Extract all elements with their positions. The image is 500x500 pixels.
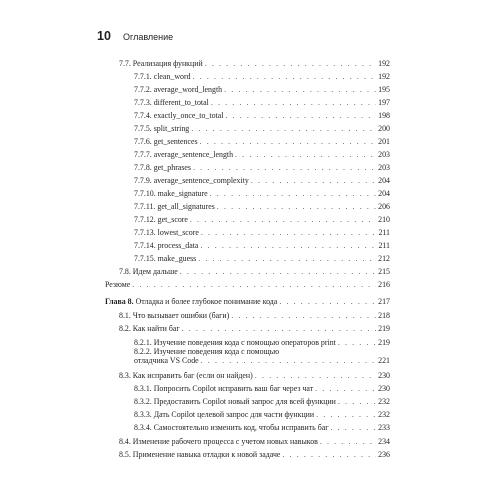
toc-entry [134, 137, 390, 146]
toc-page-number: 204 [378, 176, 390, 185]
toc-entry-title: 8.5. Применение навыка отладки к новой задаче [119, 450, 281, 459]
toc-entry [134, 150, 390, 159]
toc-entry [105, 297, 390, 306]
toc-entry [134, 338, 390, 347]
dot-leader [132, 280, 376, 289]
dot-leader [338, 397, 376, 406]
toc-page-number: 211 [378, 228, 390, 237]
toc-entry-title: 7.7.5. split_string [134, 124, 190, 133]
dot-leader [217, 202, 376, 211]
running-title: Оглавление [123, 32, 174, 42]
dot-leader [279, 297, 376, 306]
toc-entry-title: 8.3.4. Самостоятельно изменить код, чтобы исправить баг [134, 423, 329, 432]
toc-page-number: 215 [378, 267, 390, 276]
page-number: 10 [97, 29, 111, 43]
dot-leader [211, 98, 376, 107]
toc-page-number: 201 [378, 137, 390, 146]
toc-entry [134, 397, 390, 406]
toc-page-number: 230 [378, 371, 390, 380]
toc-entry-title: 7.7.9. average_sentence_complexity [134, 176, 249, 185]
toc-entry-title: 7.7.13. lowest_score [134, 228, 199, 237]
dot-leader [255, 371, 376, 380]
dot-leader [193, 72, 377, 81]
dot-leader [198, 254, 376, 263]
dot-leader [225, 111, 376, 120]
toc-entry-title: 8.4. Изменение рабочего процесса с учетом новых навыков [119, 437, 318, 446]
dot-leader [200, 137, 377, 146]
toc-entry [119, 437, 390, 446]
toc-page-number: 217 [378, 297, 390, 306]
toc-entry [134, 202, 390, 211]
dot-leader [235, 150, 376, 159]
toc-entry [134, 189, 390, 198]
toc-page-number: 198 [378, 111, 390, 120]
toc-entry-title: Резюме [105, 280, 131, 289]
toc-entry-title: 7.7.12. get_score [134, 215, 188, 224]
toc-entry [119, 324, 390, 333]
toc-entry-title: 7.7.6. get_sentences [134, 137, 198, 146]
toc-page-number: 206 [378, 202, 390, 211]
toc-entry [134, 254, 390, 263]
toc-entry-title: 8.2.1. Изучение поведения кода с помощью операторов print [134, 338, 336, 347]
toc-page-number: 192 [378, 72, 390, 81]
dot-leader [180, 267, 376, 276]
chapter-label: Глава 8. [105, 297, 134, 306]
toc-entry-title: 7.7.2. average_word_length [134, 85, 223, 94]
toc-entry [134, 410, 390, 419]
toc-page-number: 212 [378, 254, 390, 263]
toc-page-number: 219 [378, 338, 390, 347]
toc-entry-title: 7.7.8. get_phrases [134, 163, 191, 172]
toc-page-number: 236 [378, 450, 390, 459]
toc-entry [134, 347, 390, 365]
dot-leader [190, 215, 376, 224]
toc-entry-title: 7.7. Реализация функций [119, 59, 203, 68]
toc-entry [134, 85, 390, 94]
toc-page-number: 233 [378, 423, 390, 432]
toc-entry [134, 241, 390, 250]
toc-page-number: 216 [378, 280, 390, 289]
toc-entry [134, 111, 390, 120]
toc-page-number: 219 [378, 324, 390, 333]
toc-entry [134, 163, 390, 172]
toc-entry [105, 280, 390, 289]
toc-page-number: 203 [378, 150, 390, 159]
dot-leader [182, 324, 377, 333]
dot-leader [282, 450, 376, 459]
toc-entry-title: 7.7.7. average_sentence_length [134, 150, 234, 159]
toc-entry [119, 267, 390, 276]
toc-entry-title: отладчика VS Code [134, 356, 199, 365]
toc-entry [134, 124, 390, 133]
toc-entry [134, 176, 390, 185]
toc-entry [119, 59, 390, 68]
toc-entry-title: 8.2. Как найти баг [119, 324, 180, 333]
toc-entry-title: 7.7.14. process_data [134, 241, 199, 250]
dot-leader [193, 163, 376, 172]
toc-page-number: 200 [378, 124, 390, 133]
toc-page-number: 221 [378, 356, 390, 365]
toc-entry-title: 7.7.11. get_all_signatures [134, 202, 215, 211]
toc-page-number: 195 [378, 85, 390, 94]
toc-page-number: 211 [378, 241, 390, 250]
toc-entry [134, 72, 390, 81]
dot-leader [224, 85, 376, 94]
toc-entry-title: 8.3. Как исправить баг (если он найден) [119, 371, 253, 380]
toc-entry-title: Глава 8. Отладка и более глубокое понимание кода [105, 297, 278, 306]
dot-leader [205, 59, 376, 68]
toc-entry-title: 8.3.3. Дать Copilot целевой запрос для части функции [134, 410, 315, 419]
dot-leader [251, 176, 376, 185]
dot-leader [315, 384, 376, 393]
dot-leader [191, 124, 376, 133]
toc-page-number: 192 [378, 59, 390, 68]
dot-leader [201, 356, 377, 365]
toc-entry-title: 7.7.15. make_guess [134, 254, 197, 263]
dot-leader [210, 189, 377, 198]
toc-page-number: 203 [378, 163, 390, 172]
toc-entry [134, 423, 390, 432]
toc-entry [134, 98, 390, 107]
toc-page-number: 232 [378, 410, 390, 419]
toc-entry-title: 7.7.3. different_to_total [134, 98, 209, 107]
dot-leader [338, 338, 376, 347]
toc-entry [119, 311, 390, 320]
dot-leader [320, 437, 376, 446]
toc-entry-title: 8.1. Что вызывает ошибки (баги) [119, 311, 230, 320]
toc-entry [119, 371, 390, 380]
toc-entry [119, 450, 390, 459]
toc-page-number: 197 [378, 98, 390, 107]
toc-entry-title: 7.8. Идем дальше [119, 267, 178, 276]
toc-page-number: 234 [378, 437, 390, 446]
dot-leader [231, 311, 376, 320]
toc-entry [134, 215, 390, 224]
toc-entry-title: 7.7.4. exactly_once_to_total [134, 111, 224, 120]
toc-page-number: 210 [378, 215, 390, 224]
toc-page-number: 204 [378, 189, 390, 198]
toc-page-number: 230 [378, 384, 390, 393]
dot-leader [331, 423, 377, 432]
toc-entry-title: 7.7.1. clean_word [134, 72, 191, 81]
dot-leader [201, 228, 377, 237]
toc-entry-title: 8.2.2. Изучение поведения кода с помощью [134, 347, 280, 356]
toc-page-number: 218 [378, 311, 390, 320]
toc-entry [134, 228, 390, 237]
dot-leader [200, 241, 376, 250]
toc-entry-title: 8.3.2. Предоставить Copilot новый запрос для всей функции [134, 397, 336, 406]
toc-entry-title: 7.7.10. make_signature [134, 189, 208, 198]
toc-entry-title: 8.3.1. Попросить Copilot исправить ваш баг через чат [134, 384, 314, 393]
toc-page-number: 232 [378, 397, 390, 406]
dot-leader [316, 410, 376, 419]
toc-entry [134, 384, 390, 393]
